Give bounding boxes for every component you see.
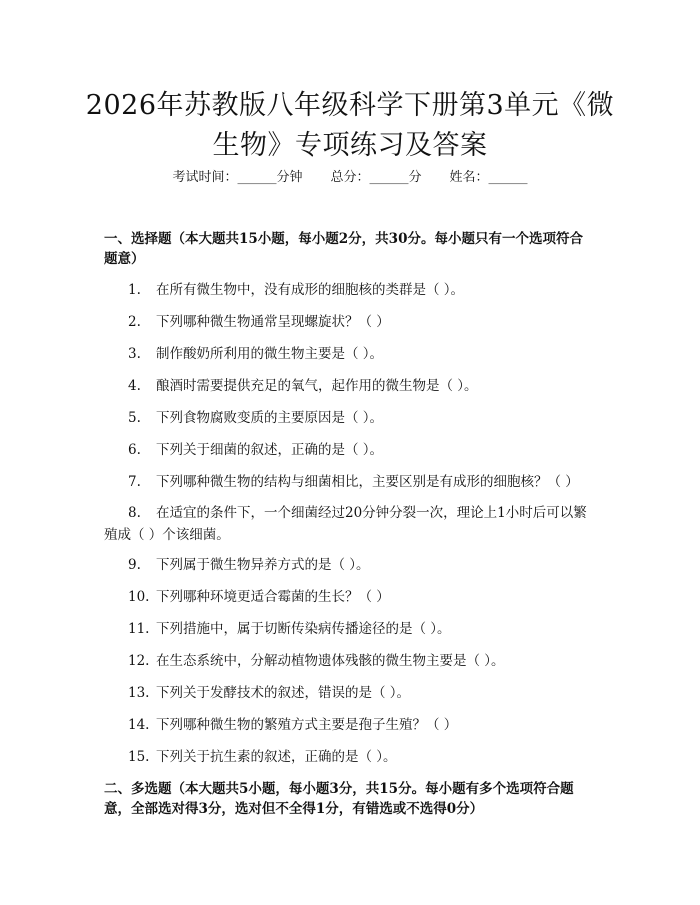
question-text: 下列措施中，属于切断传染病传播途径的是（ ）。 [156, 621, 451, 637]
question-item [104, 554, 598, 576]
question-text: 下列关于细菌的叙述，正确的是（ ）。 [156, 442, 384, 458]
question-number: 12. [128, 653, 150, 669]
question-number: 10. [128, 589, 150, 605]
question-text: 下列哪种微生物通常呈现螺旋状？（ ） [156, 314, 390, 330]
question-item [104, 714, 598, 736]
question-text: 下列哪种微生物的繁殖方式主要是孢子生殖？（ ） [156, 717, 458, 733]
question-text: 下列哪种微生物的结构与细菌相比，主要区别是有成形的细胞核？（ ） [156, 474, 579, 490]
question-number: 6. [128, 442, 141, 458]
question-text: 下列哪种环境更适合霉菌的生长？（ ） [156, 589, 390, 605]
question-item [104, 586, 598, 608]
question-text: 下列关于抗生素的叙述，正确的是（ ）。 [156, 749, 397, 765]
question-item [104, 650, 598, 672]
question-text: 在适宜的条件下，一个细菌经过20分钟分裂一次，理论上1小时后可以繁殖成（ ）个该细菌。 [104, 505, 587, 543]
question-number: 1. [128, 282, 141, 298]
question-text: 下列属于微生物异养方式的是（ ）。 [156, 557, 370, 573]
question-number: 13. [128, 685, 150, 701]
question-number: 5. [128, 410, 141, 426]
question-text: 下列食物腐败变质的主要原因是（ ）。 [156, 410, 384, 426]
question-item [104, 682, 598, 704]
question-item [104, 375, 598, 397]
question-item [104, 471, 598, 493]
question-text: 制作酸奶所利用的微生物主要是（ ）。 [156, 346, 384, 362]
total-score-field: 总分：______分 [330, 170, 422, 185]
question-number: 8. [128, 505, 141, 521]
question-item [104, 746, 598, 768]
question-item [104, 439, 598, 461]
question-item [104, 311, 598, 333]
question-number: 14. [128, 717, 150, 733]
question-number: 3. [128, 346, 141, 362]
exam-meta-line [0, 168, 700, 188]
question-text: 酿酒时需要提供充足的氧气，起作用的微生物是（ ）。 [156, 378, 478, 394]
question-number: 7. [128, 474, 141, 490]
question-text: 在所有微生物中，没有成形的细胞核的类群是（ ）。 [156, 282, 465, 298]
question-number: 9. [128, 557, 141, 573]
question-item [104, 502, 598, 546]
name-field: 姓名：______ [449, 170, 528, 185]
question-number: 2. [128, 314, 141, 330]
section-heading-single-choice: 一、选择题（本大题共15小题，每小题2分，共30分。每小题只有一个选项符合题意） [104, 231, 583, 267]
question-number: 4. [128, 378, 141, 394]
question-item [104, 407, 598, 429]
question-text: 下列关于发酵技术的叙述，错误的是（ ）。 [156, 685, 411, 701]
question-text: 在生态系统中，分解动植物遗体残骸的微生物主要是（ ）。 [156, 653, 505, 669]
exam-time-field: 考试时间：______分钟 [172, 170, 303, 185]
question-item [104, 343, 598, 365]
question-number: 11. [128, 621, 150, 637]
section-heading-multiple-choice: 二、多选题（本大题共5小题，每小题3分，共15分。每小题有多个选项符合题意，全部选对得3分，选对但不全得1分，有错选或不选得0分） [104, 781, 574, 817]
question-item [104, 279, 598, 301]
question-item [104, 618, 598, 640]
document-title: 2026年苏教版八年级科学下册第3单元《微生物》专项练习及答案 [85, 90, 615, 161]
question-number: 15. [128, 749, 150, 765]
